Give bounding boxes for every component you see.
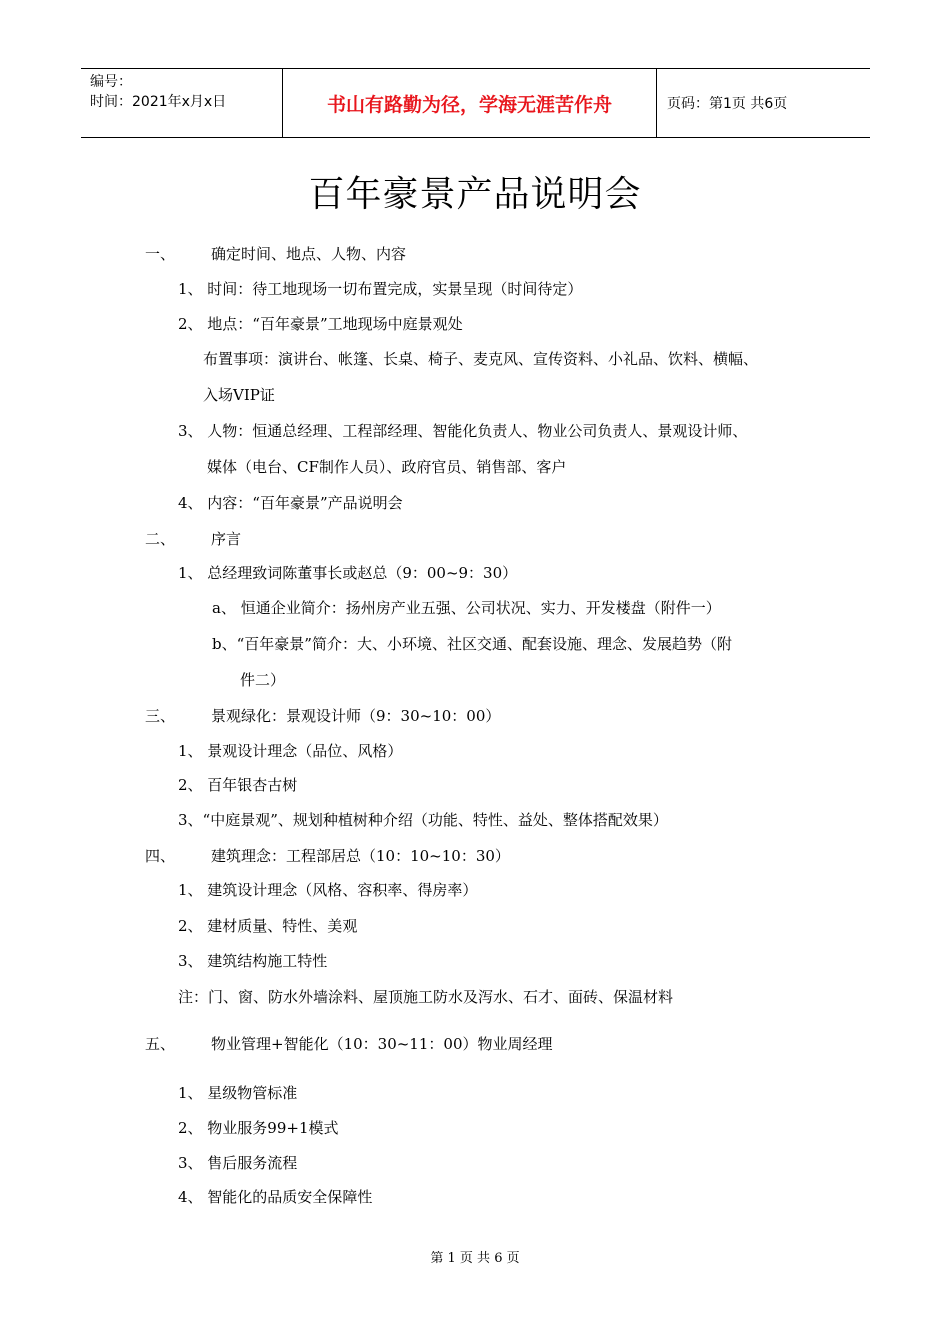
section-number: 三、	[145, 707, 176, 725]
list-item: 4、 内容：“百年豪景”产品说明会	[178, 494, 403, 512]
list-item: 1、 时间：待工地现场一切布置完成，实景呈现（时间待定）	[178, 280, 583, 298]
note: 注：门、窗、防水外墙涂料、屋顶施工防水及泻水、石才、面砖、保温材料	[178, 988, 674, 1006]
list-item: 布置事项：演讲台、帐篷、长桌、椅子、麦克风、宣传资料、小礼品、饮料、横幅、	[203, 350, 759, 368]
list-item: 2、 百年银杏古树	[178, 776, 298, 794]
list-item: 2、 建材质量、特性、美观	[178, 917, 358, 935]
list-item: 入场VIP证	[203, 386, 275, 404]
section-heading	[145, 244, 406, 264]
section-title: 确定时间、地点、人物、内容	[211, 245, 407, 263]
date-line: 时间：2021年x月x日	[90, 94, 227, 110]
list-item: 3、 人物：恒通总经理、工程部经理、智能化负责人、物业公司负责人、景观设计师、	[178, 422, 748, 440]
list-item: 1、 星级物管标准	[178, 1084, 298, 1102]
section-title: 建筑理念：工程部居总（10：10~10：30）	[211, 847, 510, 865]
section-number: 五、	[145, 1035, 176, 1053]
section-number: 二、	[145, 530, 176, 548]
list-item: 3、“中庭景观”、规划种植树种介绍（功能、特性、益处、整体搭配效果）	[178, 811, 668, 829]
section-heading	[145, 846, 510, 866]
list-item: 3、 售后服务流程	[178, 1154, 298, 1172]
list-item: 2、 物业服务99+1模式	[178, 1119, 339, 1137]
list-item: a、 恒通企业简介：扬州房产业五强、公司状况、实力、开发楼盘（附件一）	[212, 599, 721, 617]
section-title: 景观绿化：景观设计师（9：30~10：00）	[211, 707, 501, 725]
list-item: 1、 总经理致词陈董事长或赵总（9：00~9：30）	[178, 564, 518, 582]
section-heading	[145, 529, 241, 549]
header-meta-cell	[81, 69, 282, 137]
list-item: b、“百年豪景”简介：大、小环境、社区交通、配套设施、理念、发展趋势（附	[212, 635, 732, 653]
code-label: 编号：	[90, 74, 132, 90]
list-item: 媒体（电台、CF制作人员）、政府官员、销售部、客户	[207, 458, 567, 476]
list-item: 3、 建筑结构施工特性	[178, 952, 328, 970]
page-footer: 第 1 页 共 6 页	[430, 1251, 520, 1266]
page-title: 百年豪景产品说明会	[308, 174, 642, 215]
motto: 书山有路勤为径，学海无涯苦作舟	[282, 69, 657, 137]
document-header	[81, 68, 870, 138]
list-item: 4、 智能化的品质安全保障性	[178, 1188, 373, 1206]
section-number: 四、	[145, 847, 176, 865]
list-item: 1、 景观设计理念（品位、风格）	[178, 742, 403, 760]
list-item: 2、 地点：“百年豪景”工地现场中庭景观处	[178, 315, 463, 333]
page-info: 页码：第1页 共6页	[667, 96, 788, 112]
list-item: 1、 建筑设计理念（风格、容积率、得房率）	[178, 881, 478, 899]
section-heading	[145, 1034, 553, 1054]
section-title: 序言	[211, 530, 242, 548]
section-title: 物业管理+智能化（10：30~11：00）物业周经理	[211, 1035, 553, 1053]
section-number: 一、	[145, 245, 176, 263]
section-heading	[145, 706, 500, 726]
list-item: 件二）	[240, 671, 286, 689]
